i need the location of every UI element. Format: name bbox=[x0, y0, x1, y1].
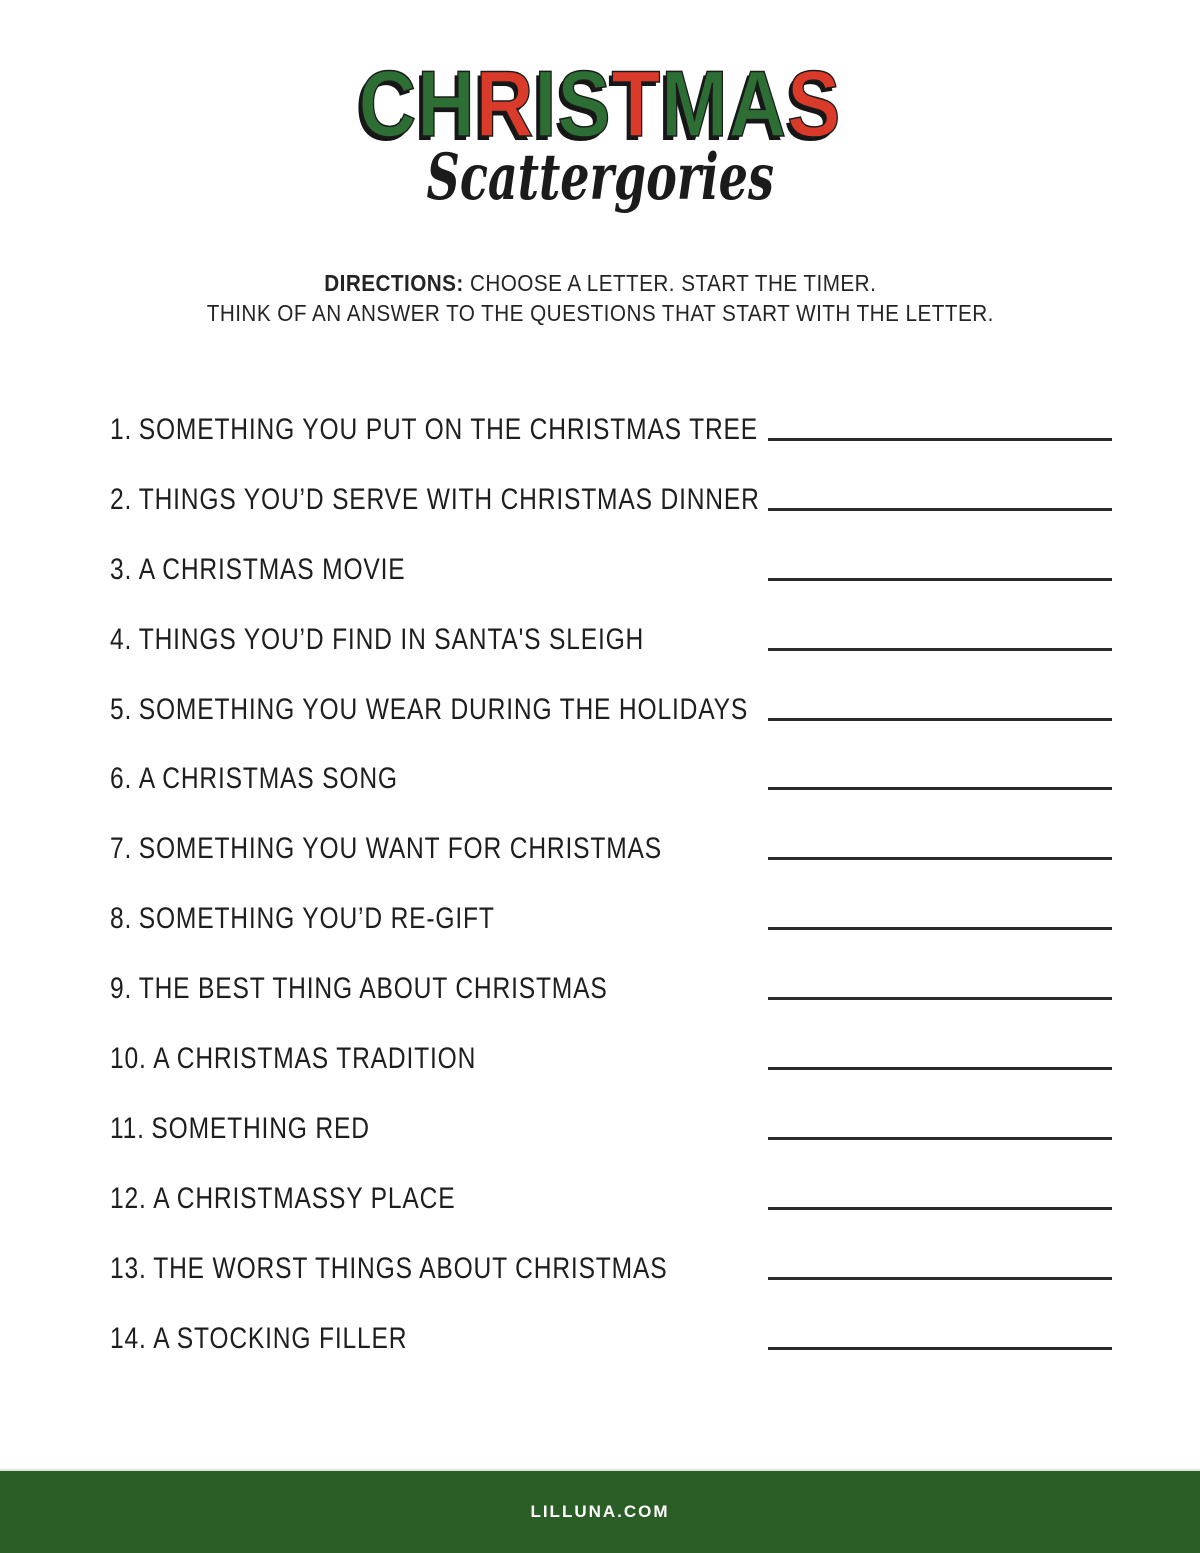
title-word bbox=[358, 51, 842, 156]
list-item bbox=[0, 954, 1200, 1024]
title-letter: S bbox=[557, 51, 612, 156]
list-item bbox=[0, 395, 1200, 465]
list-item-label bbox=[110, 902, 495, 936]
list-item-number: 9. bbox=[110, 972, 133, 1006]
list-item-label bbox=[110, 413, 758, 447]
directions bbox=[0, 268, 1200, 328]
answer-blank-line bbox=[768, 1207, 1112, 1210]
list-item-label bbox=[110, 693, 748, 727]
title-letter: A bbox=[728, 51, 788, 156]
list-item-label bbox=[110, 1322, 407, 1356]
list-item-number: 10. bbox=[110, 1041, 147, 1075]
list-item-label bbox=[110, 832, 662, 866]
list-item bbox=[0, 675, 1200, 745]
list-item-text: A CHRISTMASSY PLACE bbox=[153, 1181, 456, 1215]
title-letter: H bbox=[417, 51, 476, 156]
list-item bbox=[0, 605, 1200, 675]
answer-blank-line bbox=[768, 997, 1112, 1000]
list-item-number: 11. bbox=[110, 1111, 145, 1145]
answer-blank-line bbox=[768, 1067, 1112, 1070]
answer-blank-line bbox=[768, 578, 1112, 581]
answer-blank-line bbox=[768, 857, 1112, 860]
answer-blank-line bbox=[768, 927, 1112, 930]
list-item bbox=[0, 814, 1200, 884]
footer-site-text: LILLUNA.COM bbox=[530, 1502, 670, 1521]
list-item bbox=[0, 1234, 1200, 1304]
title-letter: M bbox=[661, 51, 729, 156]
list-item-text: SOMETHING RED bbox=[151, 1111, 370, 1145]
subtitle-text: Scattergories bbox=[426, 140, 774, 215]
directions-line2: THINK OF AN ANSWER TO THE QUESTIONS THAT START WITH THE LETTER. bbox=[206, 300, 994, 326]
answer-blank-line bbox=[768, 718, 1112, 721]
list-item-label bbox=[110, 623, 644, 657]
list-item-number: 13. bbox=[110, 1251, 147, 1285]
list-item-label bbox=[110, 1182, 455, 1216]
list-item-label bbox=[110, 972, 608, 1006]
list-item bbox=[0, 465, 1200, 535]
list-item-text: A CHRISTMAS SONG bbox=[138, 762, 398, 796]
answer-blank-line bbox=[768, 648, 1112, 651]
list-item-number: 12. bbox=[110, 1181, 147, 1215]
list-item bbox=[0, 884, 1200, 954]
list-item-text: SOMETHING YOU WEAR DURING THE HOLIDAYS bbox=[138, 692, 749, 726]
list-item-label bbox=[110, 483, 760, 517]
list-item-number: 8. bbox=[110, 902, 133, 936]
list-item-label bbox=[110, 553, 406, 587]
list-item bbox=[0, 1304, 1200, 1374]
answer-blank-line bbox=[768, 1137, 1112, 1140]
list-item-label bbox=[110, 1252, 667, 1286]
list-item-text: A STOCKING FILLER bbox=[153, 1321, 408, 1355]
list-item bbox=[0, 1094, 1200, 1164]
list-item-number: 6. bbox=[110, 762, 133, 796]
list-item-number: 7. bbox=[110, 832, 133, 866]
footer-bar bbox=[0, 1469, 1200, 1553]
list-item-text: SOMETHING YOU WANT FOR CHRISTMAS bbox=[138, 832, 663, 866]
list-item-label bbox=[110, 1112, 370, 1146]
list-item-text: THINGS YOU’D SERVE WITH CHRISTMAS DINNER bbox=[138, 482, 760, 516]
list-item bbox=[0, 744, 1200, 814]
title-letter: T bbox=[611, 51, 662, 156]
list-item-number: 1. bbox=[110, 412, 133, 446]
answer-blank-line bbox=[768, 1347, 1112, 1350]
title-letter: C bbox=[358, 51, 418, 156]
list-item-text: THINGS YOU’D FIND IN SANTA'S SLEIGH bbox=[138, 622, 645, 656]
list-item bbox=[0, 1024, 1200, 1094]
list-item-number: 2. bbox=[110, 482, 133, 516]
directions-line1-rest: CHOOSE A LETTER. START THE TIMER. bbox=[463, 270, 877, 296]
answer-blank-line bbox=[768, 508, 1112, 511]
list-item-number: 14. bbox=[110, 1321, 147, 1355]
directions-text bbox=[206, 268, 993, 328]
list-item-text: SOMETHING YOU’D RE-GIFT bbox=[138, 902, 495, 936]
list-item-text: THE WORST THINGS ABOUT CHRISTMAS bbox=[153, 1251, 668, 1285]
list-item-text: SOMETHING YOU PUT ON THE CHRISTMAS TREE bbox=[138, 412, 759, 446]
directions-label: DIRECTIONS: bbox=[323, 270, 464, 296]
question-list bbox=[0, 395, 1200, 1373]
list-item-text: THE BEST THING ABOUT CHRISTMAS bbox=[138, 972, 608, 1006]
list-item-text: A CHRISTMAS MOVIE bbox=[138, 552, 406, 586]
title-letter: R bbox=[475, 51, 535, 156]
list-item-text: A CHRISTMAS TRADITION bbox=[153, 1041, 477, 1075]
title-letter: I bbox=[534, 51, 558, 156]
title-letter: S bbox=[787, 51, 842, 156]
directions-line1 bbox=[206, 268, 993, 298]
list-item-number: 3. bbox=[110, 552, 133, 586]
page-subtitle bbox=[0, 140, 1200, 215]
list-item-label bbox=[110, 1042, 476, 1076]
answer-blank-line bbox=[768, 1277, 1112, 1280]
answer-blank-line bbox=[768, 438, 1112, 441]
list-item bbox=[0, 1164, 1200, 1234]
list-item bbox=[0, 535, 1200, 605]
answer-blank-line bbox=[768, 787, 1112, 790]
list-item-label bbox=[110, 762, 398, 796]
list-item-number: 4. bbox=[110, 622, 133, 656]
list-item-number: 5. bbox=[110, 692, 133, 726]
